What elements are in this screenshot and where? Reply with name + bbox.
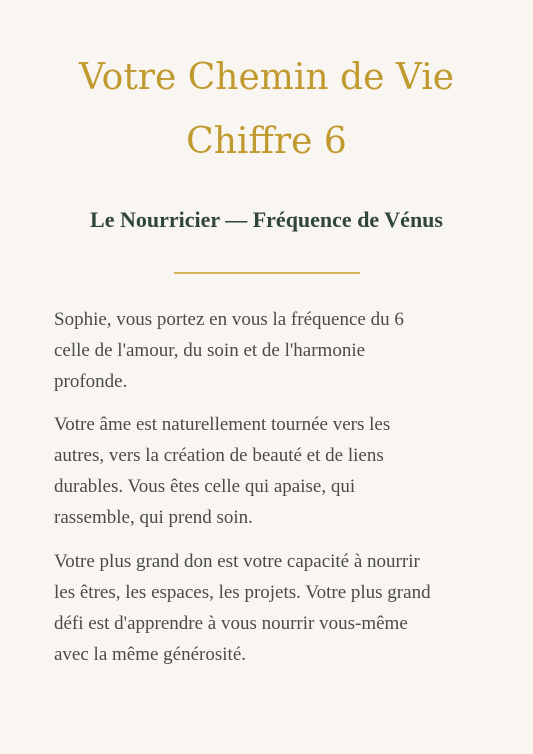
page-title-line-2: Chiffre 6 xyxy=(186,121,347,162)
paragraph-line: celle de l'amour, du soin et de l'harmonie xyxy=(54,340,366,361)
paragraph-soul xyxy=(54,409,494,533)
page-title-line-1: Votre Chemin de Vie xyxy=(78,57,455,98)
title-divider xyxy=(174,272,360,274)
page-subtitle: Le Nourricier — Fréquence de Vénus xyxy=(90,207,443,232)
paragraph-line: Votre âme est naturellement tournée vers les xyxy=(54,414,391,435)
paragraph-line: Votre plus grand don est votre capacité à nourrir xyxy=(54,551,420,572)
paragraph-line: rassemble, qui prend soin. xyxy=(54,507,253,528)
paragraph-line: Sophie, vous portez en vous la fréquence du 6 xyxy=(54,309,404,330)
paragraph-line: défi est d'apprendre à vous nourrir vous-même xyxy=(54,613,408,634)
paragraph-intro xyxy=(54,304,494,397)
paragraph-line: avec la même générosité. xyxy=(54,644,247,665)
paragraph-line: durables. Vous êtes celle qui apaise, qui xyxy=(54,476,356,497)
paragraph-gift xyxy=(54,546,494,670)
paragraph-line: les êtres, les espaces, les projets. Votre plus grand xyxy=(54,582,431,603)
paragraph-line: autres, vers la création de beauté et de liens xyxy=(54,445,384,466)
paragraph-line: profonde. xyxy=(54,371,128,392)
